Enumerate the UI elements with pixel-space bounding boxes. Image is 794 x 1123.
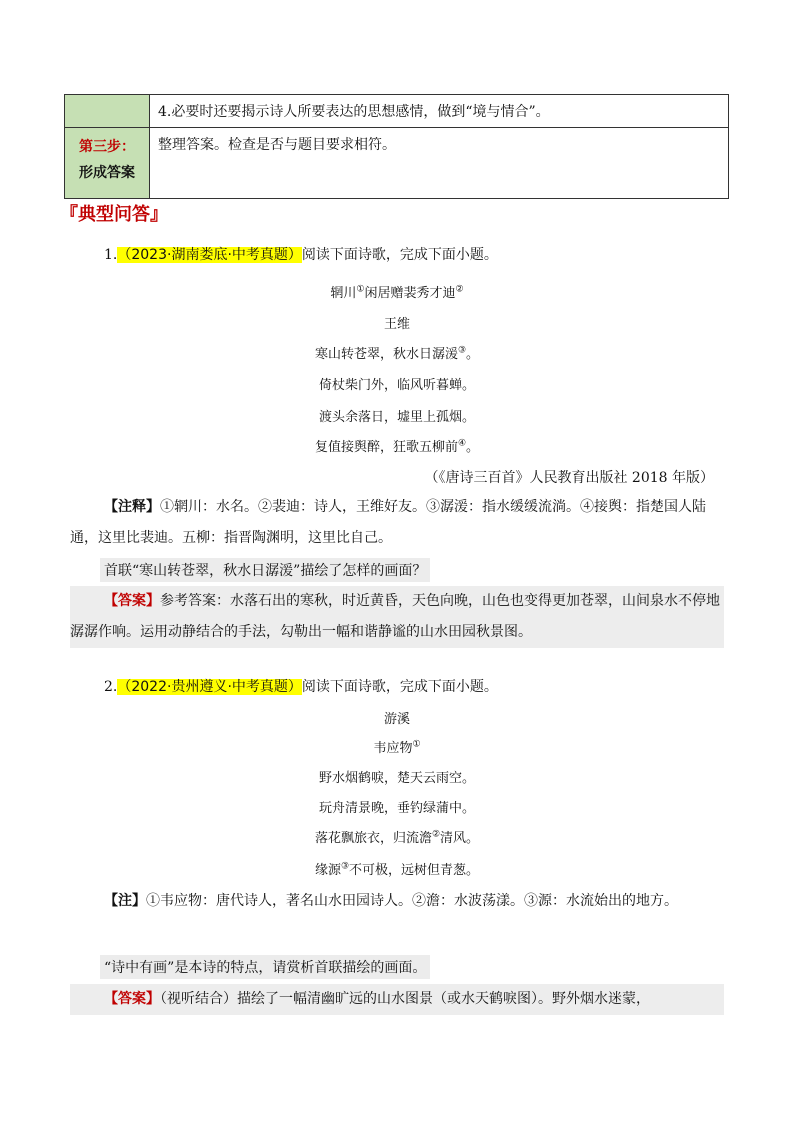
q1-citation: （《唐诗三百首》人民教育出版社 2018 年版） — [424, 470, 714, 486]
q1-poem-line: 渡头余落日，墟里上孤烟。 — [318, 410, 475, 425]
q2-poem-line: 玩舟清景晚，垂钓绿蒲中。 — [318, 801, 475, 816]
q2-poem-author — [0, 737, 794, 756]
poem-line-text: 清风。 — [440, 831, 480, 846]
poem-line-text: 落花飘旅衣，归流澹 — [314, 831, 432, 846]
q2-poem-line: 野水烟鹤唳，楚天云雨空。 — [318, 771, 475, 786]
q1-number: 1. — [104, 247, 118, 263]
footnote-mark: ③ — [340, 861, 350, 872]
poem-line-text: 。 — [466, 440, 480, 455]
footnote-mark: ④ — [457, 438, 467, 449]
q1-answer — [70, 586, 724, 648]
q2-heading — [104, 676, 498, 696]
note-tag: 【注释】 — [104, 499, 160, 515]
footnote-mark: ① — [412, 739, 421, 750]
q2-poem-line — [0, 827, 794, 846]
answer-text: （视听结合）描绘了一幅清幽旷远的山水图景（或水天鹤唳图）。野外烟水迷蒙， — [160, 991, 650, 1007]
q2-instruction: 阅读下面诗歌，完成下面小题。 — [301, 679, 498, 695]
q2-question: “诗中有画”是本诗的特点，请赏析首联描绘的画面。 — [100, 955, 430, 979]
note-text: ①辋川：水名。②裴迪：诗人，王维好友。③潺湲：指水缓缓流淌。④接舆：指楚国人陆通，这里比裴迪。五柳：指晋陶渊明，这里比自己。 — [70, 499, 706, 546]
table-row — [65, 128, 729, 199]
step-label-line1: 第三步： — [79, 139, 135, 155]
q1-poem-line — [0, 436, 794, 455]
q2-poem-line — [0, 859, 794, 878]
poem-line-text: 。 — [466, 347, 480, 362]
q2-poem-title: 游溪 — [383, 712, 410, 727]
q2-number: 2. — [104, 679, 118, 695]
q1-poem-line — [0, 343, 794, 362]
q1-poem-title — [0, 282, 794, 301]
q1-poem-author: 王维 — [383, 317, 410, 332]
poem-line-text: 缘源 — [314, 863, 341, 878]
section-title: 『典型问答』 — [60, 204, 168, 225]
q1-poem-line: 倚杖柴门外，临风听暮蝉。 — [318, 378, 475, 393]
poem-author-text: 韦应物 — [373, 741, 413, 756]
table-cell: 整理答案。检查是否与题目要求相符。 — [150, 128, 729, 199]
q1-source: （2023·湖南娄底·中考真题） — [117, 247, 302, 263]
steps-table — [64, 94, 729, 199]
note-tag: 【注】 — [104, 893, 146, 909]
answer-text: 参考答案：水落石出的寒秋，时近黄昏，天色向晚，山色也变得更加苍翠，山间泉水不停地潺潺作响。运用动静结合的手法，勾勒出一幅和谐静谧的山水田园秋景图。 — [70, 593, 720, 640]
poem-line-text: 不可极，远树但青葱。 — [349, 863, 480, 878]
table-cell: 4.必要时还要揭示诗人所要表达的思想感情，做到“境与情合”。 — [150, 95, 729, 128]
footnote-mark: ② — [431, 829, 441, 840]
q1-question: 首联“寒山转苍翠，秋水日潺湲”描绘了怎样的画面？ — [100, 558, 430, 582]
table-label-empty — [65, 95, 150, 128]
footnote-mark: ② — [455, 284, 464, 295]
answer-tag: 【答案】 — [104, 991, 160, 1007]
poem-title-part: 闲居赠裴秀才迪 — [364, 286, 456, 301]
poem-title-part: 辋川 — [330, 286, 357, 301]
q2-source: （2022·贵州遵义·中考真题） — [117, 679, 302, 695]
step-label — [65, 128, 150, 199]
q1-note — [70, 492, 724, 554]
step-label-line2: 形成答案 — [79, 165, 135, 181]
table-row — [65, 95, 729, 128]
poem-line-text: 复值接舆醉，狂歌五柳前 — [314, 440, 458, 455]
footnote-mark: ① — [356, 284, 365, 295]
q2-note — [70, 886, 724, 917]
footnote-mark: ③ — [457, 345, 467, 356]
q1-instruction: 阅读下面诗歌，完成下面小题。 — [301, 247, 498, 263]
note-text: ①韦应物：唐代诗人，著名山水田园诗人。②澹：水波荡漾。③源：水流始出的地方。 — [146, 893, 678, 909]
q2-answer — [70, 984, 724, 1015]
poem-line-text: 寒山转苍翠，秋水日潺湲 — [314, 347, 458, 362]
q1-heading — [104, 244, 498, 264]
answer-tag: 【答案】 — [104, 593, 160, 609]
